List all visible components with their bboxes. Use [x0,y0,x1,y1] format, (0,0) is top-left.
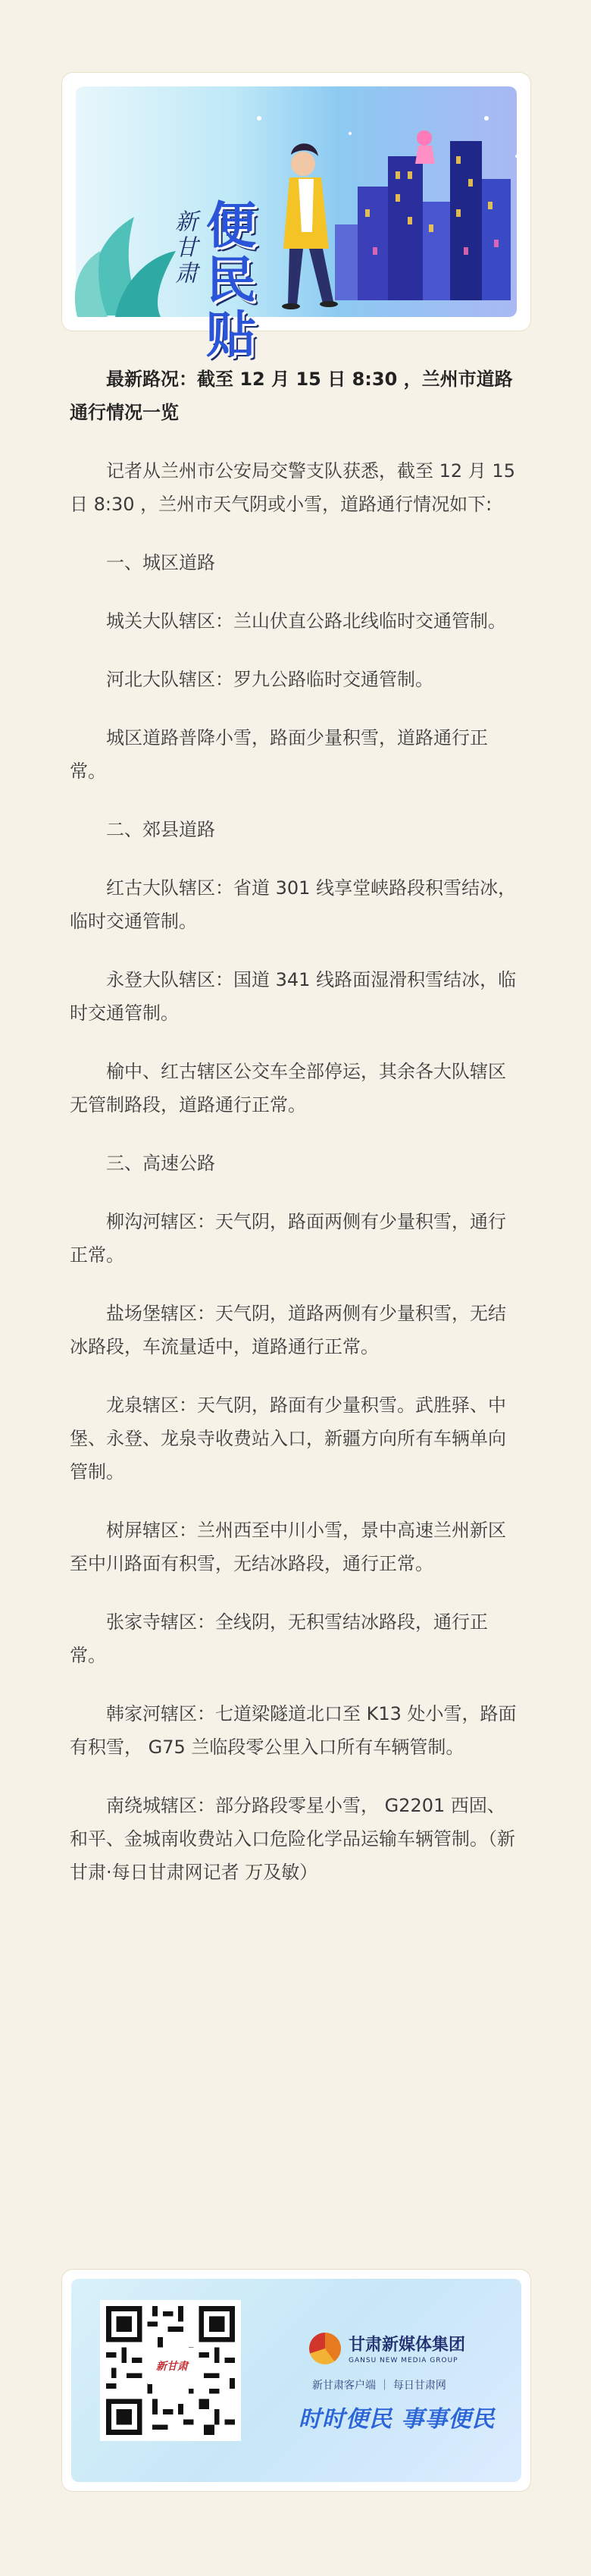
qr-logo: 新甘肃 [148,2348,196,2384]
section-heading-highway: 三、高速公路 [106,1153,215,1174]
paragraph: 城区道路普降小雪，路面少量积雪，道路通行正常。 [70,727,488,782]
paragraph: 榆中、红古辖区公交车全部停运，其余各大队辖区无管制路段，道路通行正常。 [70,1061,506,1115]
paragraph: 南绕城辖区：部分路段零星小雪， G2201 西固、和平、金城南收费站入口危险化学品运输车辆管制。（新甘肃·每日甘肃网记者 万及敏） [70,1795,515,1883]
paragraph: 韩家河辖区：七道梁隧道北口至 K13 处小雪，路面有积雪， G75 兰临段零公里入口所有车辆管制。 [70,1703,517,1758]
paragraph: 树屏辖区：兰州西至中川小雪，景中高速兰州新区至中川路面有积雪，无结冰路段，通行正常。 [70,1520,506,1574]
paragraph: 柳沟河辖区：天气阴，路面两侧有少量积雪，通行正常。 [70,1211,506,1266]
paragraph: 红古大队辖区：省道 301 线享堂峡路段积雪结冰，临时交通管制。 [70,877,517,932]
paragraph: 永登大队辖区：国道 341 线路面湿滑积雪结冰，临时交通管制。 [70,969,517,1024]
paragraph: 盐场堡辖区：天气阴，道路两侧有少量积雪，无结冰路段，车流量适中，道路通行正常。 [70,1303,506,1357]
paragraph: 龙泉辖区：天气阴，路面有少量积雪。武胜驿、中堡、永登、龙泉寺收费站入口，新疆方向所有车辆单向管制。 [70,1395,506,1483]
banner-illustration [62,73,530,331]
paragraph: 城关大队辖区：兰山伏直公路北线临时交通管制。 [106,610,506,632]
org-subtitle: 新甘肃客户端 ｜ 每日甘肃网 [312,2380,446,2392]
section-heading-suburban: 二、郊县道路 [106,819,215,840]
footer-card [62,2270,530,2491]
org-name: 甘肃新媒体集团 [349,2335,466,2355]
paragraph: 张家寺辖区：全线阴，无积雪结冰路段，通行正常。 [70,1611,488,1666]
banner-title: 便民贴 [206,196,256,364]
org-logo-icon [309,2333,341,2364]
section-heading-urban: 一、城区道路 [106,552,215,573]
banner-image [62,73,530,364]
paragraph-intro: 记者从兰州市公安局交警支队获悉，截至 12 月 15 日 8:30 ，兰州市天气阴或小雪，道路通行情况如下: [70,460,515,515]
article-body [70,362,523,1914]
org-name-en: GANSU NEW MEDIA GROUP [349,2357,458,2364]
brand-vertical-text: 新甘肃 [170,209,197,287]
headline: 最新路况：截至 12 月 15 日 8:30 ，兰州市道路通行情况一览 [70,369,513,423]
paragraph: 河北大队辖区：罗九公路临时交通管制。 [106,669,433,690]
qr-code[interactable] [100,2300,241,2441]
slogan: 时时便民 事事便民 [299,2406,496,2433]
org-logo [309,2332,465,2364]
